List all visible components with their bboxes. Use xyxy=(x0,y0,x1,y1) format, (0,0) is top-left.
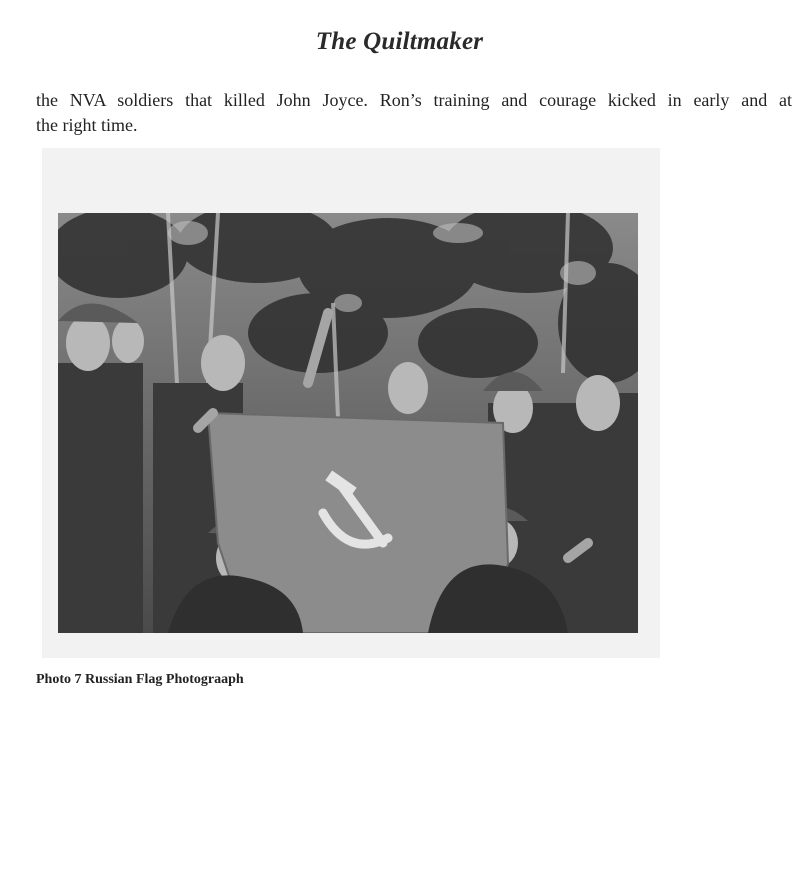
page-title: The Quiltmaker xyxy=(315,28,484,55)
body-paragraph xyxy=(36,88,792,138)
paragraph-line: the right time. xyxy=(36,115,138,135)
photo-caption: Photo 7 Russian Flag Photograaph xyxy=(36,672,244,687)
paragraph-line: the NVA soldiers that killed John Joyce. Ron’s training and courage kicked in early and at xyxy=(36,90,792,110)
photo-illustration xyxy=(58,213,638,633)
soldiers-with-flag-photo xyxy=(58,213,638,633)
